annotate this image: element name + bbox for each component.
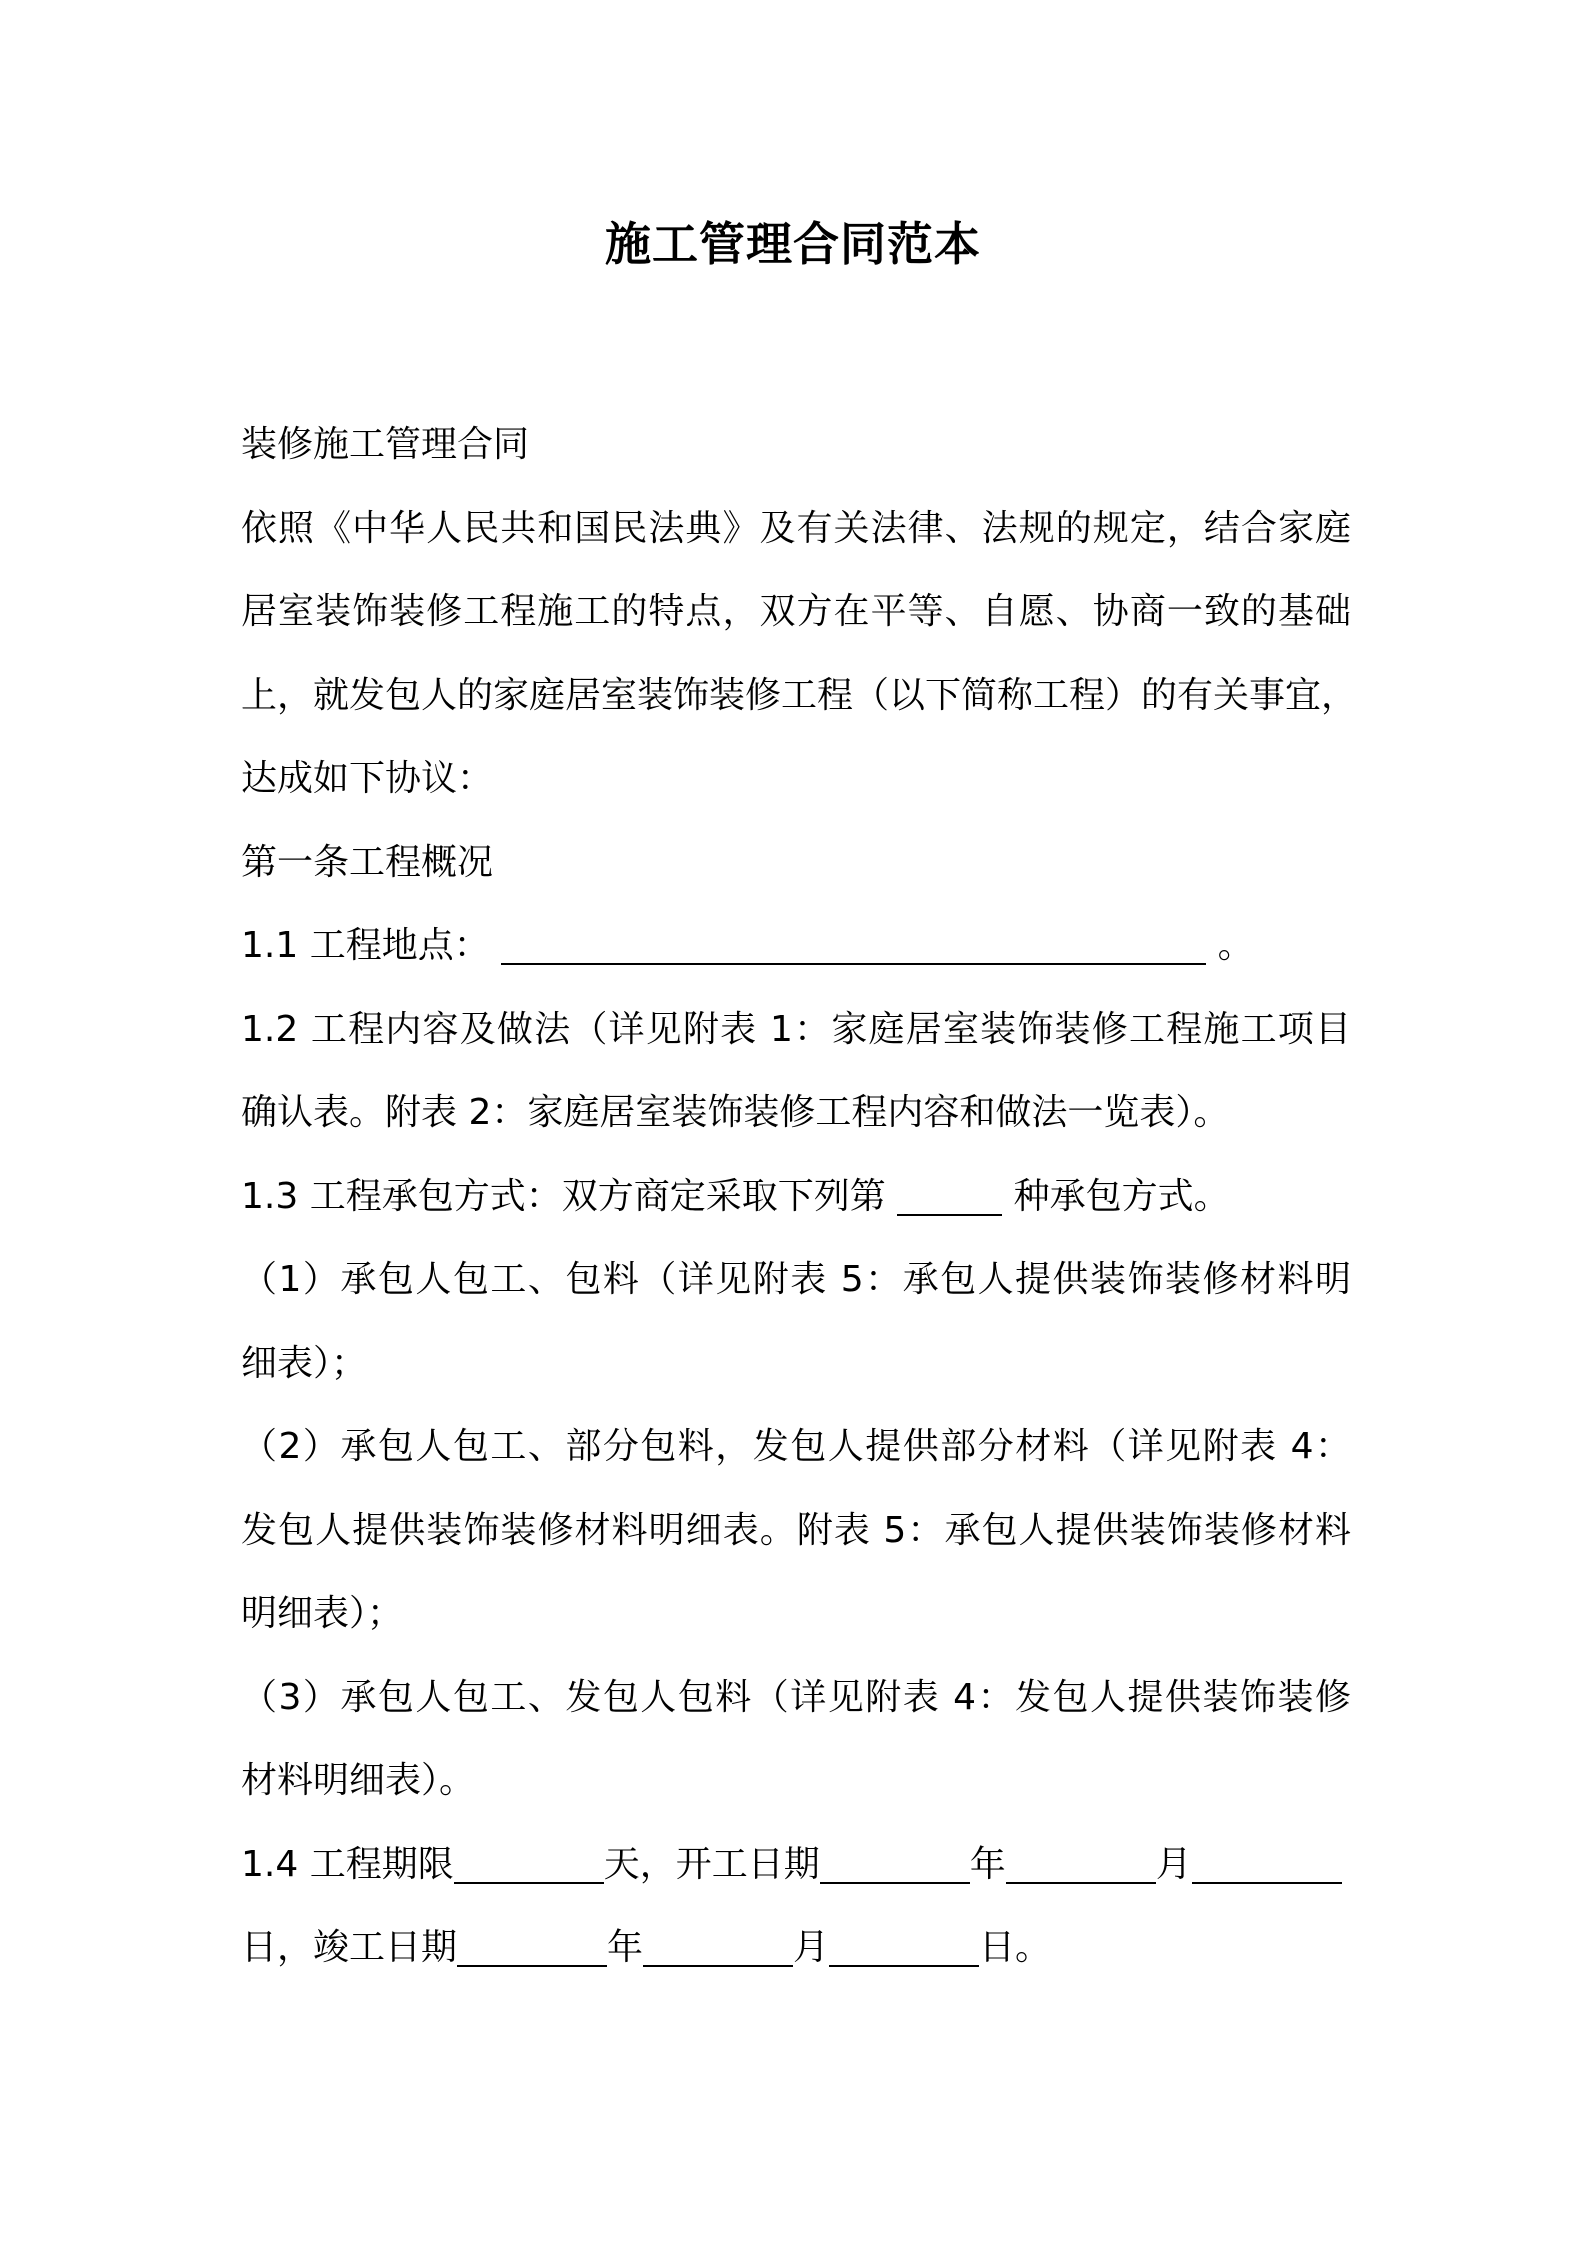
item-1-2-line-2: 确认表。附表 2：家庭居室装饰装修工程内容和做法一览表）。 [241,1092,1230,1133]
intro-line-4: 达成如下协议： [241,758,494,799]
end-month-blank[interactable] [643,1925,793,1967]
contract-subtitle: 装修施工管理合同 [241,424,530,465]
start-day-blank[interactable] [1192,1842,1342,1884]
option-2-line-2: 发包人提供装饰装修材料明细表。附表 5：承包人提供装饰装修材料 [241,1509,1351,1551]
intro-line-2: 居室装饰装修工程施工的特点，双方在平等、自愿、协商一致的基础 [241,591,1351,632]
option-1-line-1: （1）承包人包工、包料（详见附表 5：承包人提供装饰装修材料明 [241,1259,1351,1300]
item-1-4-line-2 [241,1906,1351,1990]
item-1-1-end: 。 [1217,925,1254,966]
end-day-blank[interactable] [829,1925,979,1967]
item-1-4-end-year: 年 [607,1927,644,1968]
item-1-3-label: 1.3 工程承包方式：双方商定采取下列第 [241,1175,886,1217]
item-1-3-end: 种承包方式。 [1013,1175,1230,1217]
option-3-line-2: 材料明细表）。 [241,1760,476,1801]
item-1-4-start-month: 月 [1155,1843,1192,1885]
option-2-line-3: 明细表）； [241,1593,404,1634]
item-1-4-line-1 [241,1823,1351,1907]
item-1-4-days: 天，开工日期 [603,1843,820,1885]
document-body [241,403,1358,1990]
option-3-line-1: （3）承包人包工、发包人包料（详见附表 4：发包人提供装饰装修 [241,1676,1351,1718]
item-1-4-end-month: 月 [793,1927,830,1968]
option-1-line-2: 细表）； [241,1342,368,1384]
item-1-1-label: 1.1 工程地点： [241,925,490,966]
option-2-line-1: （2）承包人包工、部分包料，发包人提供部分材料（详见附表 4： [241,1426,1351,1467]
end-year-blank[interactable] [457,1925,607,1967]
start-year-blank[interactable] [820,1842,970,1884]
contract-method-blank[interactable] [897,1174,1002,1216]
start-month-blank[interactable] [1006,1842,1156,1884]
intro-line-3: 上，就发包人的家庭居室装饰装修工程（以下简称工程）的有关事宜， [241,674,1358,716]
item-1-3 [241,1155,1351,1239]
intro-line-1: 依照《中华人民共和国民法典》及有关法律、法规的规定，结合家庭 [241,507,1351,549]
item-1-4-day-end: 日。 [979,1927,1052,1968]
document-title: 施工管理合同范本 [605,217,981,271]
item-1-1 [241,904,1351,988]
duration-days-blank[interactable] [454,1842,604,1884]
item-1-4-start-year: 年 [969,1843,1006,1885]
project-location-blank[interactable] [501,923,1206,965]
article-1-heading: 第一条工程概况 [241,841,494,883]
item-1-4-day-start: 日，竣工日期 [241,1927,458,1968]
item-1-4-label: 1.4 工程期限 [241,1843,454,1885]
item-1-2-line-1: 1.2 工程内容及做法（详见附表 1：家庭居室装饰装修工程施工项目 [241,1008,1351,1050]
